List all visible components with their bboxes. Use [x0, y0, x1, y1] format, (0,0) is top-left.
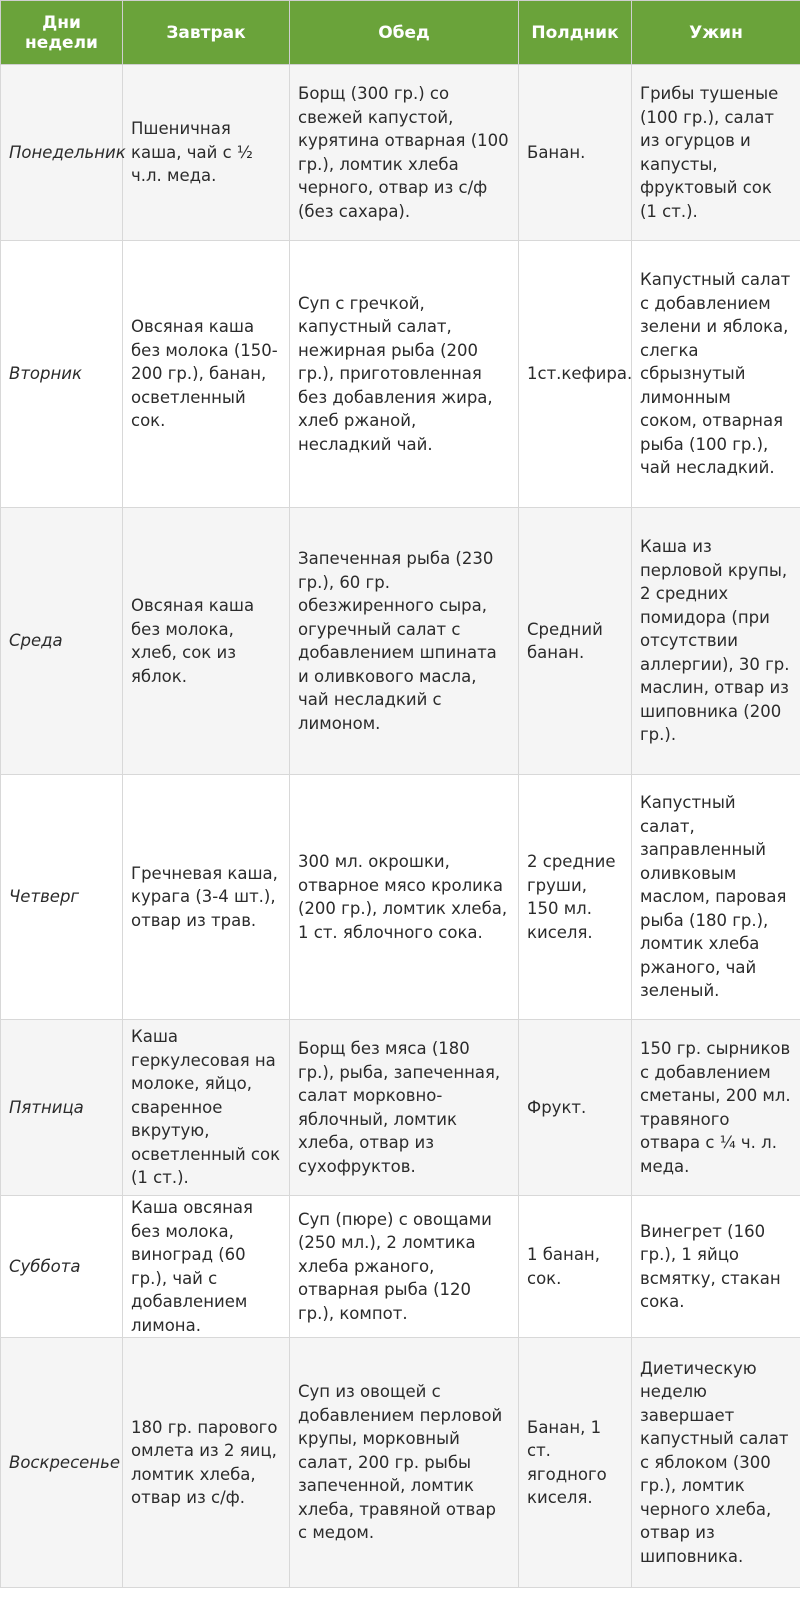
header-days: Дни недели — [1, 1, 123, 65]
lunch-cell: Запеченная рыба (230 гр.), 60 гр. обезжиренного сыра, огуречный салат с добавлением шпината и оливкового масла, чай несладкий с лимоном. — [290, 508, 519, 775]
day-cell: Понедельник — [1, 65, 123, 241]
dinner-cell: Грибы тушеные (100 гр.), салат из огурцов и капусты, фруктовый сок (1 ст.). — [632, 65, 800, 241]
day-cell: Четверг — [1, 775, 123, 1020]
breakfast-cell: Пшеничная каша, чай с ½ ч.л. меда. — [123, 65, 290, 241]
table-row-thursday — [1, 775, 800, 1020]
lunch-cell: Борщ (300 гр.) со свежей капустой, курятина отварная (100 гр.), ломтик хлеба черного, отвар из с/ф (без сахара). — [290, 65, 519, 241]
breakfast-cell: Овсяная каша без молока (150-200 гр.), банан, осветленный сок. — [123, 241, 290, 508]
header-snack: Полдник — [519, 1, 632, 65]
breakfast-cell: Гречневая каша, курага (3-4 шт.), отвар из трав. — [123, 775, 290, 1020]
table-row-wednesday — [1, 508, 800, 775]
header-dinner: Ужин — [632, 1, 800, 65]
breakfast-cell: 180 гр. парового омлета из 2 яиц, ломтик хлеба, отвар из с/ф. — [123, 1338, 290, 1588]
day-cell: Пятница — [1, 1020, 123, 1196]
day-cell: Суббота — [1, 1196, 123, 1338]
day-cell: Среда — [1, 508, 123, 775]
table-row-saturday — [1, 1196, 800, 1338]
snack-cell: Средний банан. — [519, 508, 632, 775]
lunch-cell: Суп с гречкой, капустный салат, нежирная рыба (200 гр.), приготовленная без добавления жира, хлеб ржаной, несладкий чай. — [290, 241, 519, 508]
table-row-sunday — [1, 1338, 800, 1588]
table-row-friday — [1, 1020, 800, 1196]
lunch-cell: Суп (пюре) с овощами (250 мл.), 2 ломтика хлеба ржаного, отварная рыба (120 гр.), компот. — [290, 1196, 519, 1338]
breakfast-cell: Каша геркулесовая на молоке, яйцо, сваренное вкрутую, осветленный сок (1 ст.). — [123, 1020, 290, 1196]
dinner-cell: 150 гр. сырников с добавлением сметаны, 200 мл. травяного отвара с ¼ ч. л. меда. — [632, 1020, 800, 1196]
lunch-cell: 300 мл. окрошки, отварное мясо кролика (200 гр.), ломтик хлеба, 1 ст. яблочного сока. — [290, 775, 519, 1020]
header-breakfast: Завтрак — [123, 1, 290, 65]
day-cell: Вторник — [1, 241, 123, 508]
breakfast-cell: Овсяная каша без молока, хлеб, сок из яблок. — [123, 508, 290, 775]
dinner-cell: Винегрет (160 гр.), 1 яйцо всмятку, стакан сока. — [632, 1196, 800, 1338]
dinner-cell: Диетическую неделю завершает капустный салат с яблоком (300 гр.), ломтик черного хлеба, отвар из шиповника. — [632, 1338, 800, 1588]
header-row — [1, 1, 800, 65]
header-lunch: Обед — [290, 1, 519, 65]
snack-cell: 1 банан, сок. — [519, 1196, 632, 1338]
dinner-cell: Капустный салат, заправленный оливковым маслом, паровая рыба (180 гр.), ломтик хлеба ржаного, чай зеленый. — [632, 775, 800, 1020]
lunch-cell: Суп из овощей с добавлением перловой крупы, морковный салат, 200 гр. рыбы запеченной, ломтик хлеба, травяной отвар с медом. — [290, 1338, 519, 1588]
day-cell: Воскресенье — [1, 1338, 123, 1588]
dinner-cell: Капустный салат с добавлением зелени и яблока, слегка сбрызнутый лимонным соком, отварная рыба (100 гр.), чай несладкий. — [632, 241, 800, 508]
dinner-cell: Каша из перловой крупы, 2 средних помидора (при отсутствии аллергии), 30 гр. маслин, отвар из шиповника (200 гр.). — [632, 508, 800, 775]
lunch-cell: Борщ без мяса (180 гр.), рыба, запеченная, салат морковно-яблочный, ломтик хлеба, отвар из сухофруктов. — [290, 1020, 519, 1196]
breakfast-cell: Каша овсяная без молока, виноград (60 гр.), чай с добавлением лимона. — [123, 1196, 290, 1338]
snack-cell: Банан. — [519, 65, 632, 241]
snack-cell: 1ст.кефира. — [519, 241, 632, 508]
snack-cell: 2 средние груши, 150 мл. киселя. — [519, 775, 632, 1020]
snack-cell: Банан, 1 ст. ягодного киселя. — [519, 1338, 632, 1588]
snack-cell: Фрукт. — [519, 1020, 632, 1196]
table-row-monday — [1, 65, 800, 241]
table-row-tuesday — [1, 241, 800, 508]
